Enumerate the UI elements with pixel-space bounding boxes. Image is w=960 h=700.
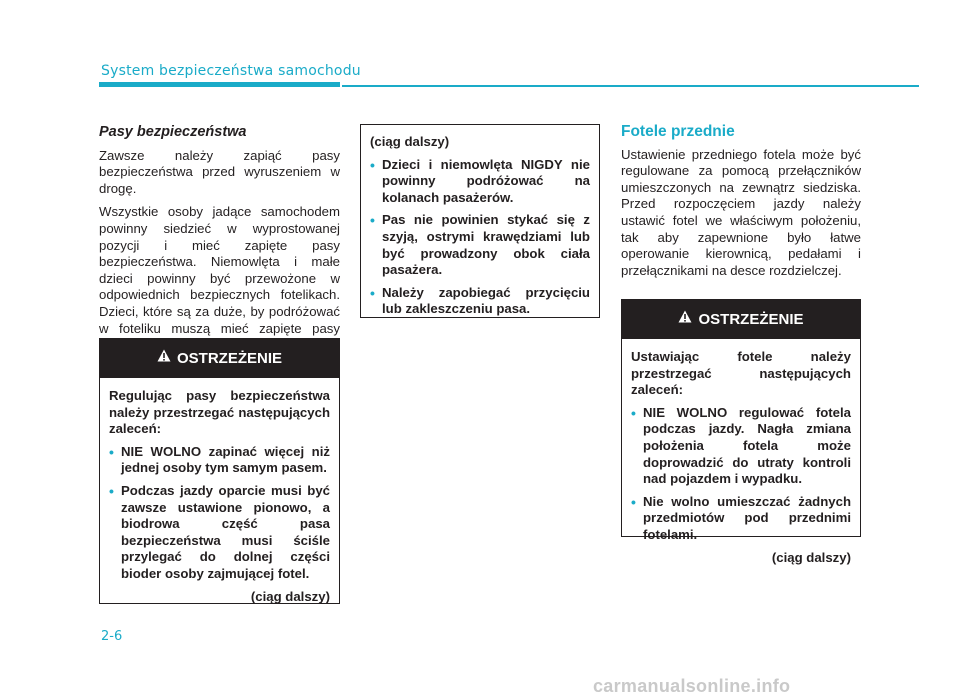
warning-list	[109, 444, 330, 583]
paragraph: Ustawienie przedniego fotela może być regulowane za pomocą przełączników umieszczonych na zewnątrz siedziska. Przed rozpoczęciem jazdy należy ustawić fotel we właściwym położeniu, tak aby zapewnione było łatwe operowanie kierownicą, pedałami i przełącznikami na desce rozdzielczej.	[621, 146, 861, 278]
list-item: • Nie wolno umieszczać żadnych przedmiotów pod przednimi fotelami.	[631, 494, 851, 544]
warning-intro: Regulując pasy bezpieczeństwa należy przestrzegać następujących zaleceń:	[109, 388, 330, 437]
right-column	[621, 124, 861, 286]
warning-title: OSTRZEŻENIE	[176, 350, 282, 367]
continued-label: (ciąg dalszy)	[250, 588, 330, 604]
header-accent-bar	[99, 82, 340, 87]
paragraph: Zawsze należy zapiąć pasy bezpieczeństwa przed wyruszeniem w drogę.	[99, 147, 340, 196]
seat-belts-heading: Pasy bezpieczeństwa	[99, 124, 247, 140]
left-column	[99, 124, 340, 361]
paragraph: Wszystkie osoby jadące samochodem powinny siedzieć w wyprostowanej pozycji i mieć zapięte pasy bezpieczeństwa. Niemowlęta i małe dzieci powinny być przewożone w odpowiednich bezpiecznych fotelikach. Dzieci, które są za duże, by podróżować w foteliku muszą mieć zapięte pasy	[99, 204, 340, 336]
front-seats-heading: Fotele przednie	[621, 123, 735, 140]
list-item: • Pas nie powinien stykać się z szyją, ostrymi krawędziami lub być prowadzony obok ciała pasażera.	[370, 212, 590, 278]
header-rule	[342, 85, 919, 87]
warning-triangle-icon	[157, 338, 171, 377]
warning-intro: Ustawiając fotele należy przestrzegać następujących zaleceń:	[631, 349, 851, 398]
warning-body	[622, 339, 860, 574]
warning-triangle-icon	[678, 299, 692, 338]
continued-warning-box	[360, 124, 600, 318]
watermark: carmanualsonline.info	[593, 676, 791, 696]
list-item: • Podczas jazdy oparcie musi być zawsze ustawione pionowo, a biodrowa część pasa bezpieczeństwa musi ściśle przylegać do dolnej części bioder osoby zajmującej fotel.	[109, 483, 330, 583]
warning-list	[370, 157, 590, 318]
list-item: • NIE WOLNO regulować fotela podczas jazdy. Nagła zmiana położenia fotela może doprowadzić do utraty kontroli nad pojazdem i wypadku.	[631, 405, 851, 488]
list-item: • NIE WOLNO zapinać więcej niż jednej osoby tym samym pasem.	[109, 444, 330, 477]
warning-title: OSTRZEŻENIE	[698, 311, 804, 328]
warning-box-front-seats	[621, 299, 861, 565]
continued-label: (ciąg dalszy)	[771, 549, 851, 565]
warning-body	[100, 378, 339, 613]
warning-list	[631, 405, 851, 544]
list-item: • Dzieci i niemowlęta NIGDY nie powinny podróżować na kolanach pasażerów.	[370, 157, 590, 207]
warning-box-seat-belts	[99, 338, 340, 604]
page-number: 2-6	[101, 629, 123, 644]
warning-header	[622, 300, 860, 339]
warning-header	[100, 339, 339, 378]
continued-header: (ciąg dalszy)	[370, 134, 450, 149]
warning-body	[361, 125, 599, 332]
section-header-title: System bezpieczeństwa samochodu	[101, 63, 361, 79]
list-item: • Należy zapobiegać przycięciu lub zakleszczeniu pasa.	[370, 285, 590, 318]
